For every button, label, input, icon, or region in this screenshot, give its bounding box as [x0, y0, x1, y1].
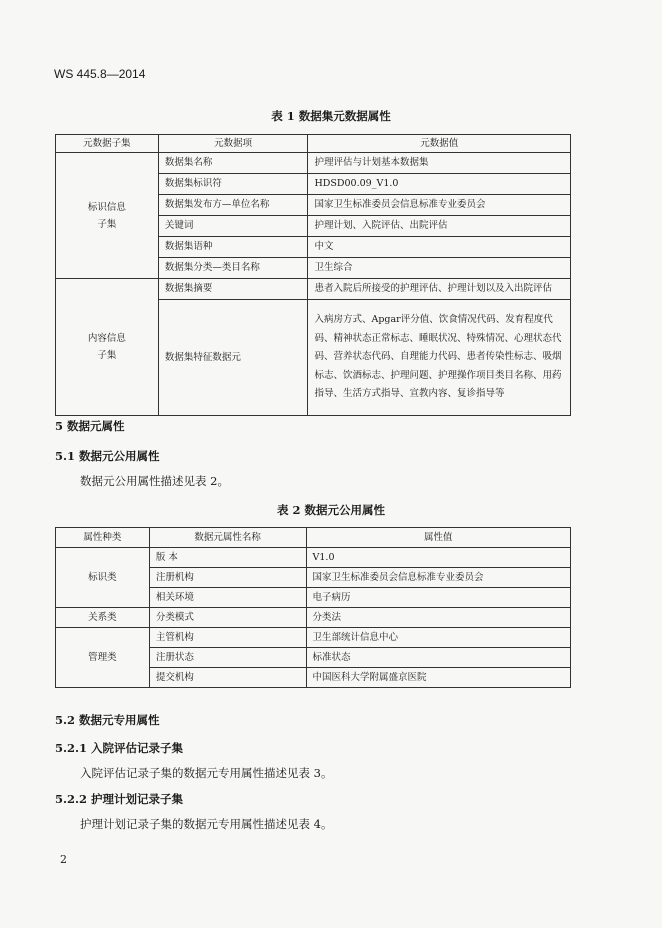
- section-5-1-text: 数据元公用属性描述见表 2。: [80, 474, 229, 488]
- section-5-2-2-title: 5.2.2 护理计划记录子集: [55, 792, 184, 806]
- name-cell: 分类模式: [149, 608, 306, 628]
- value-cell: V1.0: [306, 548, 570, 568]
- section-5-title: 5 数据元属性: [55, 419, 125, 433]
- table-header-cell: 元数据值: [308, 135, 571, 153]
- section-5-2-1-text: 入院评估记录子集的数据元专用属性描述见表 3。: [80, 766, 333, 780]
- table-row: [56, 153, 571, 174]
- category-cell: 标识类: [56, 548, 150, 608]
- section-5-2-2-text: 护理计划记录子集的数据元专用属性描述见表 4。: [80, 817, 333, 831]
- value-cell: 卫生综合: [308, 258, 571, 279]
- table-header-cell: 数据元属性名称: [149, 528, 306, 548]
- item-cell: 数据集语种: [158, 237, 308, 258]
- page-number: 2: [60, 853, 67, 866]
- category-cell: 管理类: [56, 628, 150, 688]
- section-5-2-1-title: 5.2.1 入院评估记录子集: [55, 741, 184, 755]
- item-cell: 数据集特征数据元: [158, 300, 308, 416]
- value-cell: 护理计划、入院评估、出院评估: [308, 216, 571, 237]
- item-cell: 数据集分类—类目名称: [158, 258, 308, 279]
- value-cell: 国家卫生标准委员会信息标准专业委员会: [306, 568, 570, 588]
- name-cell: 注册状态: [149, 648, 306, 668]
- subset-cell: 标识信息子集: [56, 153, 159, 279]
- table-header-row: [56, 528, 571, 548]
- subset-cell: 内容信息子集: [56, 279, 159, 416]
- section-5-2-title: 5.2 数据元专用属性: [55, 713, 160, 727]
- item-cell: 数据集标识符: [158, 174, 308, 195]
- table1-caption: 表 1 数据集元数据属性: [271, 109, 391, 123]
- table-header-cell: 元数据子集: [56, 135, 159, 153]
- table-header-cell: 属性种类: [56, 528, 150, 548]
- item-cell: 数据集名称: [158, 153, 308, 174]
- table-header-row: [56, 135, 571, 153]
- value-cell: 国家卫生标准委员会信息标准专业委员会: [308, 195, 571, 216]
- value-cell: 标准状态: [306, 648, 570, 668]
- item-cell: 关键词: [158, 216, 308, 237]
- value-cell: 中文: [308, 237, 571, 258]
- value-cell: 电子病历: [306, 588, 570, 608]
- table2: [55, 527, 571, 688]
- name-cell: 相关环境: [149, 588, 306, 608]
- table-row: [56, 628, 571, 648]
- value-cell: 护理评估与计划基本数据集: [308, 153, 571, 174]
- item-cell: 数据集发布方—单位名称: [158, 195, 308, 216]
- category-cell: 关系类: [56, 608, 150, 628]
- table-header-cell: 属性值: [306, 528, 570, 548]
- value-cell: 卫生部统计信息中心: [306, 628, 570, 648]
- value-cell: HDSD00.09_V1.0: [308, 174, 571, 195]
- table-row: [56, 548, 571, 568]
- table1: [55, 134, 571, 416]
- name-cell: 注册机构: [149, 568, 306, 588]
- table2-caption: 表 2 数据元公用属性: [276, 503, 385, 517]
- item-cell: 数据集摘要: [158, 279, 308, 300]
- value-cell: 中国医科大学附属盛京医院: [306, 668, 570, 688]
- table-header-cell: 元数据项: [158, 135, 308, 153]
- name-cell: 提交机构: [149, 668, 306, 688]
- table-row: [56, 279, 571, 300]
- value-cell: 患者入院后所接受的护理评估、护理计划以及入出院评估: [308, 279, 571, 300]
- table-row: [56, 608, 571, 628]
- name-cell: 版 本: [149, 548, 306, 568]
- standard-code: WS 445.8—2014: [54, 67, 146, 81]
- value-cell: 分类法: [306, 608, 570, 628]
- name-cell: 主管机构: [149, 628, 306, 648]
- value-cell: 入病房方式、Apgar评分值、饮食情况代码、发育程度代码、精神状态正常标志、睡眠状况、特殊情况、心理状态代码、营养状态代码、自理能力代码、患者传染性标志、吸烟标志、饮酒标志、护理问题、护理操作项目类目名称、用药指导、生活方式指导、宣教内容、复诊指导等: [308, 300, 571, 416]
- section-5-1-title: 5.1 数据元公用属性: [55, 449, 160, 463]
